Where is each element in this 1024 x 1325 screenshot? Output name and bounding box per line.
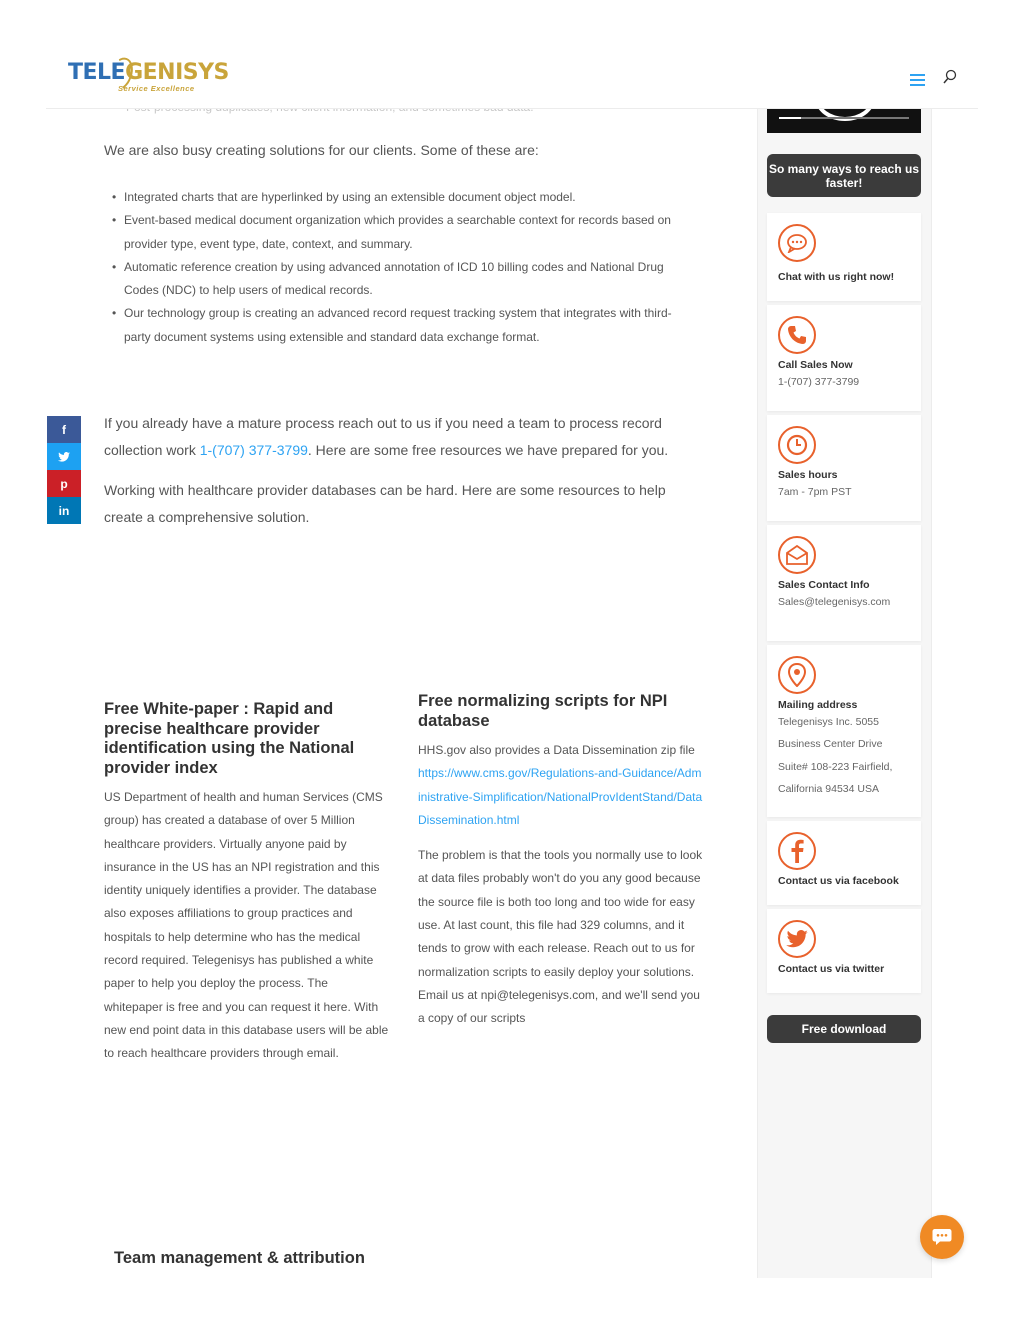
hamburger-menu-icon[interactable]: [910, 74, 925, 86]
whitepaper-title: Free White-paper : Rapid and precise healthcare provider identification using the National provider index: [104, 700, 355, 777]
phone-link[interactable]: 1-(707) 377-3799: [199, 441, 308, 458]
list-item: • Integrated charts that are hyperlinked by using an extensible document object model.: [104, 186, 694, 209]
telegenisys-logo[interactable]: [68, 60, 229, 95]
linkedin-icon: in: [58, 503, 70, 518]
envelope-icon: [778, 536, 816, 574]
share-pinterest-button[interactable]: [47, 470, 81, 497]
mailing-address-card: [767, 645, 921, 817]
facebook-icon: [778, 832, 816, 870]
logo-wordmark: TELEGENISYS: [68, 60, 229, 85]
live-chat-button[interactable]: [920, 1215, 964, 1259]
share-linkedin-button[interactable]: [47, 497, 81, 524]
card-title: Contact us via twitter: [778, 963, 885, 975]
sales-hours-card: [767, 415, 921, 521]
npi-scripts-title: Free normalizing scripts for NPI database: [418, 692, 668, 730]
card-title: Contact us via facebook: [778, 875, 899, 887]
twitter-icon: [778, 920, 816, 958]
location-pin-icon: [778, 656, 816, 694]
cms-link[interactable]: https://www.cms.gov/Regulations-and-Guidance/Administrative-Simplification/NationalProvIdentStand/DataDissemination.html: [418, 766, 703, 827]
phone-icon: [778, 316, 816, 354]
npi-scripts-body: [418, 739, 703, 1031]
share-facebook-button[interactable]: [47, 416, 81, 443]
chat-bubble-icon: [931, 1227, 953, 1247]
card-title: Sales Contact Info: [778, 579, 870, 591]
intro-paragraph: We are also busy creating solutions for our clients. Some of these are:: [104, 142, 539, 158]
card-title: Call Sales Now: [778, 359, 853, 371]
list-item: • Our technology group is creating an advanced record request tracking system that integrates with third-party document systems using extensible and standard data exchange format.: [104, 302, 694, 349]
search-icon[interactable]: [943, 69, 957, 85]
pinterest-icon: p: [60, 476, 68, 491]
clock-icon: [778, 426, 816, 464]
npi-scripts-text: The problem is that the tools you normally use to look at data files probably won't do you any good because the source file is both too long and too wide for easy use. At last count, this file had 329 columns, and it tends to grow with each release. Reach out to us for normalization scripts to easily deploy your solutions. Email us at npi@telegenisys.com, and we'll send you a copy of our scripts: [418, 848, 703, 1026]
logo-tagline: Service Excellence: [118, 84, 195, 93]
reach-us-button[interactable]: So many ways to reach us faster!: [767, 154, 921, 197]
contact-paragraph: If you already have a mature process reach out to us if you need a team to process record collection work 1-(707) 377-3799. Here are some free resources we have prepared for you.: [104, 415, 669, 458]
card-title: Mailing address: [778, 699, 858, 711]
card-title: Sales hours: [778, 469, 838, 481]
list-item: • Event-based medical document organization which provides a searchable context for records based on provider type, event type, date, context, and summary.: [104, 209, 694, 256]
facebook-icon: f: [62, 422, 66, 437]
video-progress-bar[interactable]: [779, 117, 909, 119]
npi-scripts-column: [418, 692, 703, 1031]
whitepaper-body: US Department of health and human Services (CMS group) has created a database of over 5 Million healthcare providers. Virtually anyone paid by insurance in the US has an NPI registration and this identity uniquely identifies a provider. The database also exposes affiliations to group practices and hospitals to help determine who has the medical record required. Telegenisys has published a white paper to help you deploy the process. The whitepaper is free and you can request it here. With new end point data in this database users will be able to reach healthcare providers through email.: [104, 790, 389, 1061]
site-header: [46, 47, 978, 109]
card-title: Chat with us right now!: [778, 271, 895, 283]
facebook-card[interactable]: [767, 821, 921, 905]
card-text: Telegenisys Inc. 5055 Business Center Drive Suite# 108-223 Fairfield, California 94534 USA: [778, 716, 893, 795]
card-text: 1-(707) 377-3799: [778, 376, 860, 388]
whitepaper-column: [104, 700, 389, 1066]
team-management-title: Team management & attribution: [114, 1249, 365, 1267]
chat-card[interactable]: [767, 213, 921, 301]
twitter-card[interactable]: [767, 909, 921, 993]
call-sales-card[interactable]: [767, 305, 921, 411]
share-twitter-button[interactable]: [47, 443, 81, 470]
card-text: 7am - 7pm PST: [778, 486, 852, 498]
list-item: • Automatic reference creation by using advanced annotation of ICD 10 billing codes and National Drug Codes (NDC) to help users of medical records.: [104, 256, 694, 303]
npi-scripts-intro: HHS.gov also provides a Data Dissemination zip file: [418, 743, 695, 757]
sales-contact-card[interactable]: [767, 525, 921, 641]
twitter-icon: [58, 452, 70, 462]
social-share-bar: [47, 416, 81, 524]
resources-paragraph: Working with healthcare provider databases can be hard. Here are some resources to help create a comprehensive solution.: [104, 482, 666, 525]
chat-icon: [778, 224, 816, 262]
free-download-button[interactable]: Free download: [767, 1015, 921, 1043]
card-text: Sales@telegenisys.com: [778, 596, 891, 608]
solutions-list: [104, 186, 694, 349]
